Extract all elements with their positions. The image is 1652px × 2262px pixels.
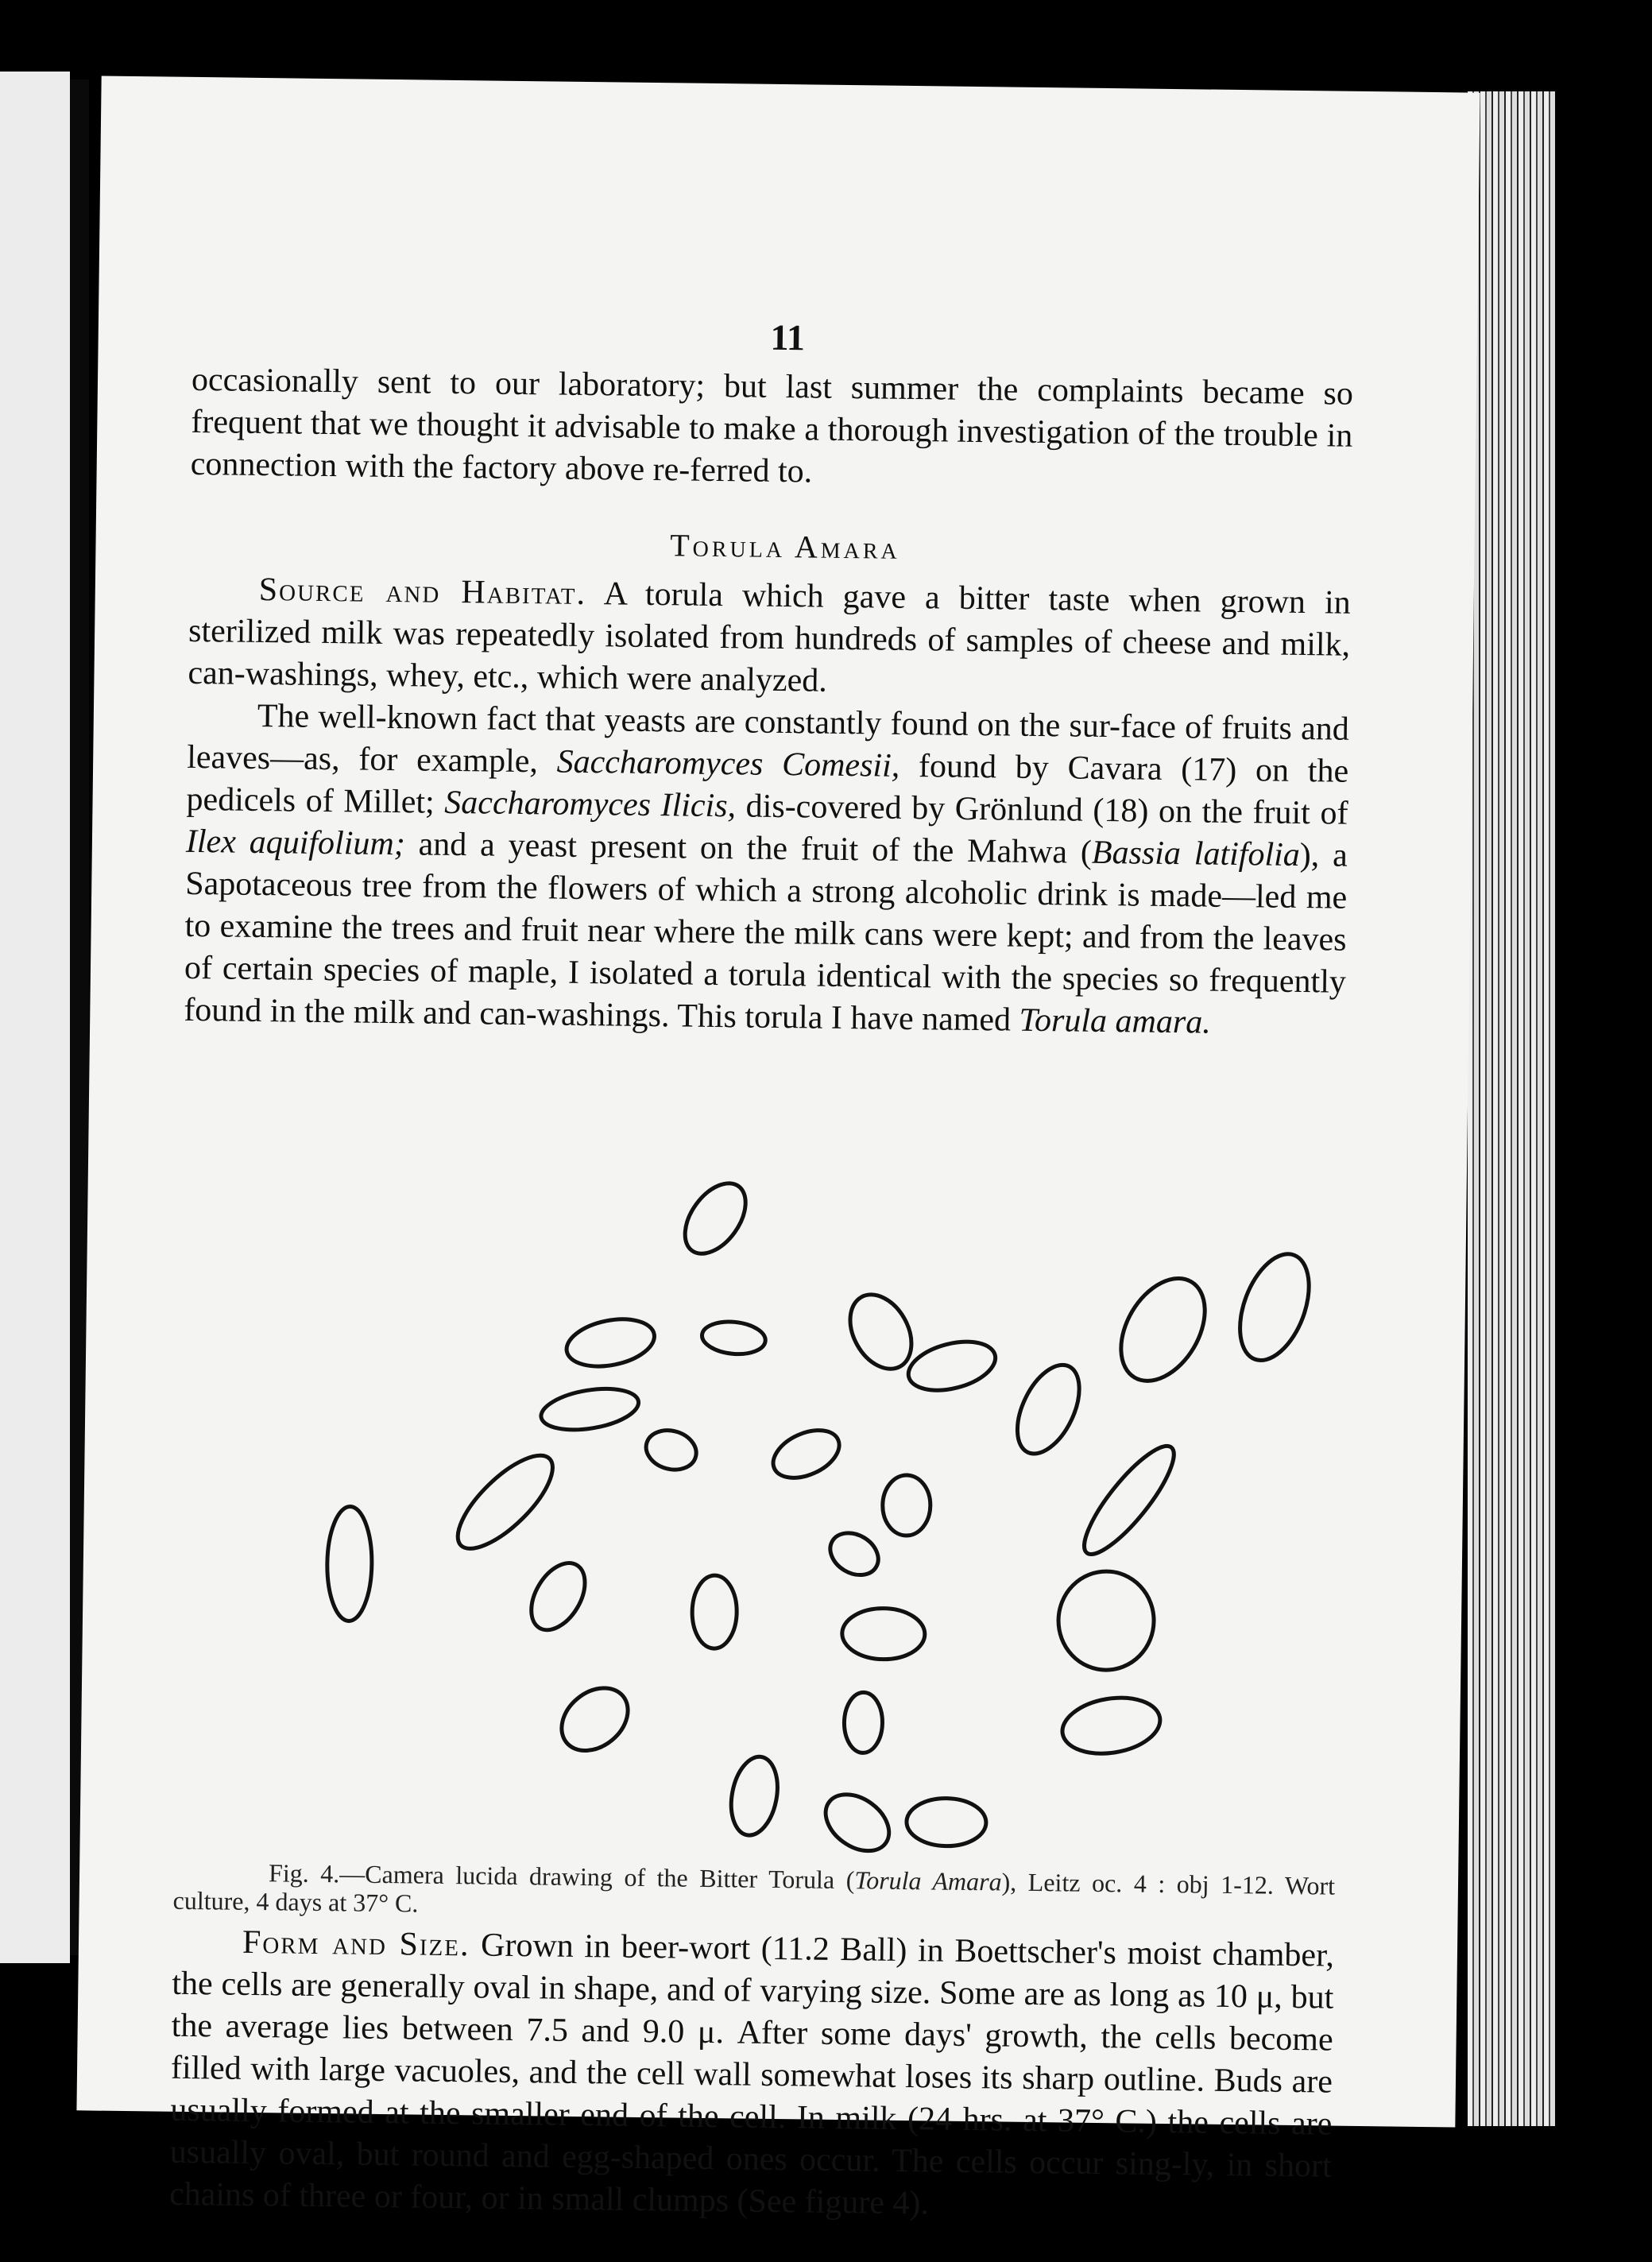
cell <box>725 1753 784 1839</box>
source-paragraph <box>188 568 1351 709</box>
source-text: A torula which gave a bitter taste when grown in sterilized milk was repeatedly isolated from hundreds of samples of cheese and milk, can-washings, whey, etc., which were analyzed. <box>188 575 1351 699</box>
section-heading: Torula Amara <box>669 527 901 566</box>
known-fact-text-3: dis-covered by Grönlund (18) on the fruit of <box>735 788 1348 832</box>
cell <box>1058 1571 1155 1670</box>
cell <box>1072 1435 1186 1565</box>
cell <box>641 1425 701 1476</box>
cell <box>520 1554 596 1640</box>
cell <box>822 1524 886 1583</box>
cell <box>907 1798 987 1846</box>
cell <box>692 1575 737 1649</box>
known-fact-paragraph <box>184 695 1349 1046</box>
cell <box>701 1319 768 1357</box>
cell <box>1227 1245 1323 1370</box>
species-ilex: Ilex aquifolium; <box>185 823 406 863</box>
cell <box>815 1783 900 1862</box>
known-fact-text-2: found by Cavara (17) on the pedicels of Millet; <box>186 747 1349 821</box>
form-text: Grown in beer-wort (11.2 Ball) in Boettscher's moist chamber, the cells are generally oval in shape, and of varying size. Some are as long as 10 μ, but the average lies between 7.5 and 9.0 μ. After some days' growth, the cells become filled with large vacuoles, and the cell wall somewhat loses its sharp outline. Buds are usually formed at the smaller end of the cell. In milk (24 hrs. at 37° C.) the cells are usually oval, but round and egg-shaped ones occur. The cells occur sing-ly, in short chains of three or four, or in small clumps (See figure 4). <box>168 1927 1335 2222</box>
cell <box>841 1608 925 1660</box>
form-section <box>169 1921 1334 2230</box>
facing-page-edge <box>0 72 70 1963</box>
cell <box>1004 1355 1092 1463</box>
cell <box>882 1475 930 1536</box>
cell <box>844 1692 883 1753</box>
form-paragraph <box>169 1921 1334 2230</box>
species-comesii: Saccharomyces Comesii, <box>556 743 900 784</box>
cell <box>903 1334 1000 1399</box>
intro-text: occasionally sent to our laboratory; but last summer the complaints became so frequent that we thought it advisable to make a thorough investigation of the trouble in connection with the factory above re-ferred to. <box>190 361 1354 490</box>
source-runin-heading: Source and Habitat. <box>258 571 587 613</box>
species-torula-amara: Torula amara. <box>1019 1001 1212 1041</box>
species-ilicis: Saccharomyces Ilicis, <box>444 784 737 825</box>
cell <box>444 1442 567 1563</box>
intro-paragraph <box>190 359 1353 500</box>
torula-cells-figure <box>318 1166 1360 1878</box>
cell <box>766 1421 847 1488</box>
cell <box>563 1312 659 1373</box>
caption-text-a: Fig. 4.—Camera lucida drawing of the Bitter Torula ( <box>268 1858 855 1895</box>
caption-species: Torula Amara <box>854 1865 1002 1896</box>
known-fact-text-1: The well-known fact that yeasts are constantly found on the sur-face of fruits and leaves—as, for example, <box>186 697 1350 780</box>
cell <box>549 1675 640 1764</box>
species-bassia: Bassia latifolia <box>1091 834 1301 873</box>
cell <box>327 1506 373 1621</box>
page-number: 11 <box>770 316 806 358</box>
caption-text-c: ), Leitz oc. 4 : obj 1-12. Wort culture, 4 days at 37° C. <box>172 1867 1336 1918</box>
form-runin-heading: Form and Size. <box>242 1923 470 1964</box>
cell <box>673 1172 758 1265</box>
page-stack-edges <box>1468 91 1555 2126</box>
known-fact-text-4: and a yeast present on the fruit of the Mahwa ( <box>404 826 1093 871</box>
book-page <box>76 76 1480 2222</box>
cell <box>538 1382 641 1435</box>
source-section <box>184 568 1351 1046</box>
known-fact-text-5: ), a Sapotaceous tree from the flowers of which a strong alcoholic drink is made—led me to examine the trees and fruit near where the milk cans were kept; and from the leaves of certain species of maple, I isolated a torula identical with the species so frequently found in the milk and can-washings. This torula I have named <box>184 836 1348 1039</box>
cell <box>1058 1691 1164 1760</box>
cell <box>1104 1264 1222 1396</box>
